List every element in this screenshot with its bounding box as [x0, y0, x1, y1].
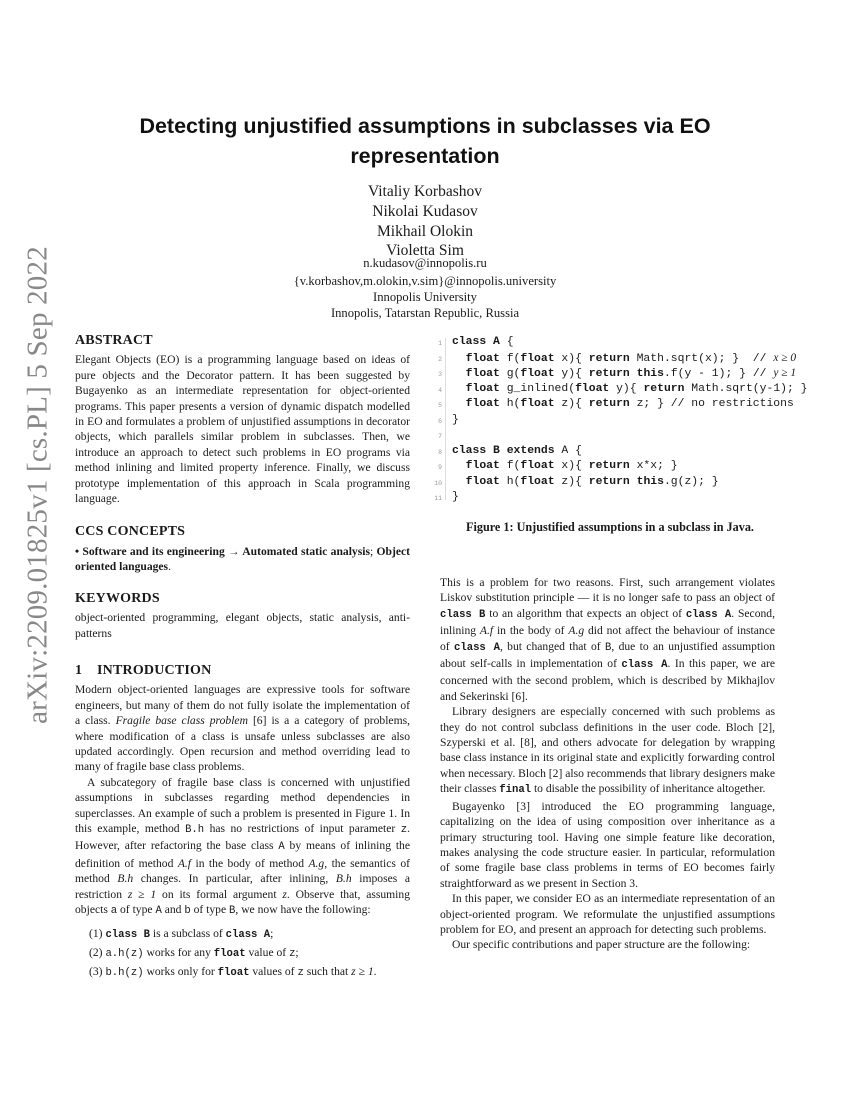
code-line: 6 }	[438, 413, 459, 426]
list-item: (3) b.h(z) works only for float values of z such that z ≥ 1.	[89, 965, 377, 980]
keywords-heading: KEYWORDS	[75, 590, 160, 606]
author-emails: {v.korbashov,m.olokin,v.sim}@innopolis.university	[293, 274, 557, 288]
code-line: 3 float g(float y){ return this.f(y - 1); } // y ≥ 1	[438, 367, 797, 380]
author-3: Mikhail Olokin	[376, 223, 473, 240]
affiliation: Innopolis University	[373, 290, 477, 304]
right-column	[440, 575, 775, 953]
abstract-heading: ABSTRACT	[75, 333, 153, 348]
assumption-list	[75, 925, 410, 982]
code-line: 5 float h(float z){ return z; } // no restrictions	[438, 398, 794, 410]
right-paragraph-2: Library designers are especially concerned with such problems as they do not control subclass definitions in the user code. Bloch [2], Szyperski et al. [8], and others advocate for delegation by wrapping base class instance in its original state and explicitly forwarding control when necessary. Bloch [2] also recommends that library designers make their classes final to disable the possibility of inheritance altogether.	[440, 705, 775, 797]
right-paragraph-5: Our specific contributions and paper structure are the following:	[452, 938, 751, 952]
right-paragraph-1: This is a problem for two reasons. First, such arrangement violates Liskov substitution principle — it is no longer safe to pass an object of class B to an algorithm that expects an object of class A. Second, inlining A.f in the body of A.g did not affect the behaviour of instance of class A, but changed that of B, due to an unjustified assumption about self-calls in implementation of class A. In this paper, we are concerned with the second problem, which is described by Mikhajlov and Sekerinski [6].	[440, 576, 776, 703]
code-line: 1 class A {	[438, 336, 514, 348]
code-listing	[430, 335, 808, 506]
code-line: 11 }	[434, 491, 459, 503]
code-line: 9 float f(float x){ return x*x; }	[438, 460, 678, 472]
section-heading-introduction: 1 INTRODUCTION	[75, 662, 212, 678]
code-line: 7	[438, 433, 442, 440]
intro-paragraph-2: A subcategory of fragile base class is concerned with unjustified assumptions in subclasses regarding method dependencies in superclasses. An example of such a problem is presented in Figure 1. In this example, method B.h has no restrictions of input parameter z. However, after refactoring the base class A by means of inlining the definition of method A.f in the body of method A.g, the semantics of method B.h changes. In particular, after inlining, B.h imposes a restriction z ≥ 1 on its formal argument z. Observe that, assuming objects a of type A and b of type B, we now have the following:	[75, 775, 411, 917]
author-1: Vitaliy Korbashov	[367, 183, 482, 200]
right-paragraph-4: In this paper, we consider EO as an intermediate representation of an object-oriented program. We reformulate the unjustified assumptions problem for EO, and present an approach for detecting such problems.	[440, 892, 775, 936]
code-line: 8 class B extends A {	[438, 444, 582, 457]
keywords-text: object-oriented programming, elegant objects, static analysis, anti-patterns	[75, 611, 410, 640]
ccs-heading: CCS CONCEPTS	[75, 524, 186, 540]
arxiv-identifier: arXiv:2209.01825v1 [cs.PL] 5 Sep 2022	[21, 246, 54, 724]
list-item: (2) a.h(z) works for any float value of z;	[89, 946, 299, 961]
paper-title: Detecting unjustified assumptions in subclasses via EO representation	[139, 114, 711, 168]
list-item: (1) class B is a subclass of class A;	[89, 927, 274, 942]
author-4: Violetta Sim	[386, 242, 464, 259]
author-2: Nikolai Kudasov	[372, 203, 478, 220]
code-line: 10 float h(float z){ return this.g(z); }	[434, 475, 719, 488]
code-line: 2 float f(float x){ return Math.sqrt(x); } // x ≥ 0	[438, 351, 797, 365]
figure-caption: Figure 1: Unjustified assumptions in a subclass in Java.	[466, 520, 754, 534]
location: Innopolis, Tatarstan Republic, Russia	[330, 306, 520, 320]
author-email: n.kudasov@innopolis.ru	[363, 256, 487, 270]
intro-paragraph-1: Modern object-oriented languages are expressive tools for software engineers, but many of them do not fully isolate the implementation of a class. Fragile base class problem [6] is a a category of problems, where modification of a class is unsafe unless subclasses are also updated accordingly. Open recursion and method overriding lead to many of fragile base class problems.	[75, 683, 411, 774]
ccs-text: • Software and its engineering → Automated static analysis; Object oriented languages.	[75, 544, 411, 574]
code-line: 4 float g_inlined(float y){ return Math.sqrt(y-1); }	[438, 382, 808, 395]
abstract-text: Elegant Objects (EO) is a programming language based on ideas of pure objects and the Decorator pattern. It has been suggested by Bugayenko as an intermediate representation for object-oriented programs. This paper presents a version of dynamic dispatch modelled in EO and formulates a problem of unjustified assumptions in decorator objects, which parallels similar problem in subclasses. Then, we introduce an approach to detect such problems in EO programs via method inlining and limited property inference. Finally, we discuss prototype implementation of this approach in Scala programming language.	[75, 353, 410, 506]
right-paragraph-3: Bugayenko [3] introduced the EO programming language, capitalizing on the idea of using composition over inheritance as a primary structuring tool. Having one simple feature like decoration, makes analysing the code structure easier. In particular, reformulation of some fragile base class problems in terms of EO becomes fairly straightforward as we present in Section 3.	[440, 799, 775, 890]
left-column	[75, 333, 410, 982]
